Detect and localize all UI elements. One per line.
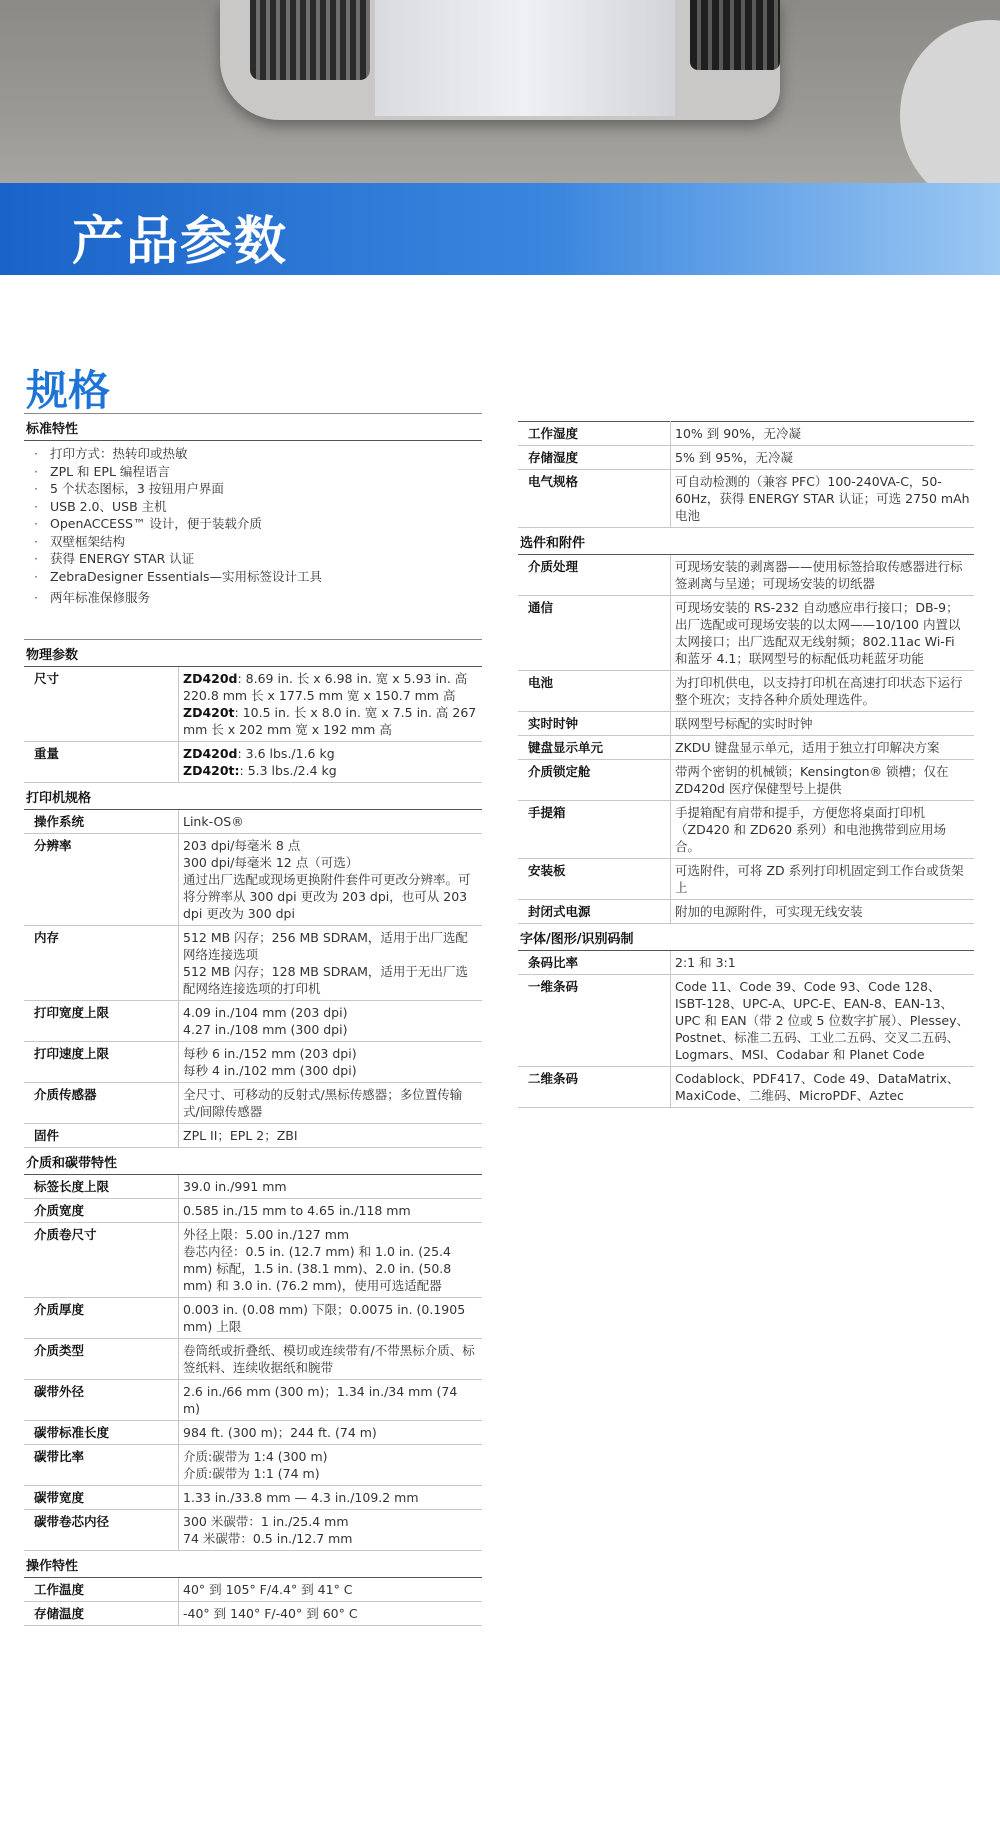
table-row (518, 801, 974, 859)
row-value: 可自动检测的（兼容 PFC）100-240VA-C，50-60Hz，获得 ENERGY STAR 认证；可选 2750 mAh 电池 (671, 470, 975, 528)
row-value: 卷筒纸或折叠纸、模切或连续带有/不带黑标介质、标签纸料、连续收据纸和腕带 (179, 1338, 483, 1379)
table-row (518, 760, 974, 801)
row-value: 附加的电源附件，可实现无线安装 (671, 900, 975, 924)
row-key: 键盘显示单元 (518, 736, 671, 760)
row-key: 打印宽度上限 (24, 1000, 179, 1041)
group-header-printer: 打印机规格 (24, 783, 482, 810)
table-row (24, 1444, 482, 1485)
env-table (518, 421, 974, 528)
table-row (24, 1000, 482, 1041)
row-value: 39.0 in./991 mm (179, 1175, 483, 1199)
value-line: 203 dpi/每毫米 8 点 (183, 837, 301, 853)
row-value: Link-OS® (179, 810, 483, 834)
list-item: · OpenACCESS™ 设计，便于装载介质 (34, 515, 482, 533)
table-row (24, 833, 482, 925)
group-header-fonts: 字体/图形/识别码制 (518, 924, 974, 951)
row-value: 0.003 in. (0.08 mm) 下限；0.0075 in. (0.1905 mm) 上限 (179, 1297, 483, 1338)
table-row (24, 1578, 482, 1602)
background-object (900, 20, 1000, 183)
table-row (24, 1222, 482, 1297)
row-value (179, 833, 483, 925)
table-row (518, 470, 974, 528)
row-key: 介质卷尺寸 (24, 1222, 179, 1297)
table-row (24, 1041, 482, 1082)
printer-gear-right (690, 0, 780, 70)
list-item: · ZebraDesigner Essentials—实用标签设计工具 (34, 568, 482, 586)
table-row (24, 1509, 482, 1550)
table-row (518, 859, 974, 900)
table-row (518, 951, 974, 975)
media-table (24, 1175, 482, 1551)
row-value: 1.33 in./33.8 mm — 4.3 in./109.2 mm (179, 1485, 483, 1509)
list-item: · 打印方式：热转印或热敏 (34, 445, 482, 463)
table-row (24, 1123, 482, 1147)
value-line: 512 MB 闪存；256 MB SDRAM，适用于出厂选配网络连接选项 (183, 929, 468, 962)
model-label: ZD420t: (183, 762, 240, 778)
row-key: 介质宽度 (24, 1198, 179, 1222)
table-row (518, 1067, 974, 1108)
list-item: · ZPL 和 EPL 编程语言 (34, 463, 482, 481)
value-line: 可现场安装的 RS-232 自动感应串行接口；DB-9； (675, 600, 959, 615)
value-line: 74 米碳带：0.5 in./12.7 mm (183, 1530, 353, 1546)
weight-text: : 3.6 lbs./1.6 kg (237, 745, 335, 761)
table-row (24, 1338, 482, 1379)
table-row (24, 1601, 482, 1625)
product-photo (0, 0, 1000, 183)
row-key: 存储湿度 (518, 446, 671, 470)
table-row (24, 810, 482, 834)
group-header-operation: 操作特性 (24, 1551, 482, 1578)
table-row (518, 975, 974, 1067)
spec-column-left (24, 413, 482, 1626)
options-table (518, 555, 974, 924)
row-key: 内存 (24, 925, 179, 1000)
row-key: 封闭式电源 (518, 900, 671, 924)
row-key: 手提箱 (518, 801, 671, 859)
row-key: 介质处理 (518, 555, 671, 596)
table-row (518, 555, 974, 596)
row-value: -40° 到 140° F/-40° 到 60° C (179, 1601, 483, 1625)
printer-paper-roll (375, 0, 675, 116)
row-key: 打印速度上限 (24, 1041, 179, 1082)
row-value: ZKDU 键盘显示单元，适用于独立打印解决方案 (671, 736, 975, 760)
row-value: 5% 到 95%，无冷凝 (671, 446, 975, 470)
table-row (24, 1198, 482, 1222)
row-key: 重量 (24, 741, 179, 782)
weight-text: : 5.3 lbs./2.4 kg (239, 762, 337, 778)
row-key: 碳带外径 (24, 1379, 179, 1420)
row-value: 0.585 in./15 mm to 4.65 in./118 mm (179, 1198, 483, 1222)
row-value: 手提箱配有肩带和提手，方便您将桌面打印机（ZD420 和 ZD620 系列）和电池携带到应用场合。 (671, 801, 975, 859)
row-key: 介质锁定舱 (518, 760, 671, 801)
table-row (518, 446, 974, 470)
row-key: 电池 (518, 671, 671, 712)
model-label: ZD420d (183, 745, 238, 761)
row-key: 碳带卷芯内径 (24, 1509, 179, 1550)
group-header-physical: 物理参数 (24, 639, 482, 667)
model-label: ZD420t (183, 704, 235, 720)
value-line: 4.09 in./104 mm (203 dpi) (183, 1004, 348, 1020)
physical-table (24, 667, 482, 783)
row-key: 条码比率 (518, 951, 671, 975)
table-row (518, 712, 974, 736)
table-row (24, 1082, 482, 1123)
size-text: : 10.5 in. 长 x 8.0 in. 宽 x 7.5 in. 高 267 mm 长 x 202 mm 宽 x 192 mm 高 (183, 704, 477, 737)
table-row (24, 1175, 482, 1199)
standard-features-list (24, 445, 482, 607)
row-key: 尺寸 (24, 667, 179, 742)
row-key: 二维条码 (518, 1067, 671, 1108)
row-key: 操作系统 (24, 810, 179, 834)
row-value: 984 ft. (300 m)；244 ft. (74 m) (179, 1420, 483, 1444)
row-value: 全尺寸、可移动的反射式/黑标传感器；多位置传输式/间隙传感器 (179, 1082, 483, 1123)
value-line: 介质:碳带为 1:4 (300 m) (183, 1448, 328, 1464)
row-value (179, 1444, 483, 1485)
value-line: 出厂选配或可现场安装的以太网——10/100 内置以太网接口；出厂选配双无线射频；802.11ac Wi-Fi 和蓝牙 4.1；联网型号的标配低功耗蓝牙功能 (675, 617, 961, 666)
row-value: 带两个密钥的机械锁；Kensington® 锁槽；仅在 ZD420d 医疗保健型号上提供 (671, 760, 975, 801)
row-key: 碳带标准长度 (24, 1420, 179, 1444)
table-row (24, 925, 482, 1000)
table-row (24, 1297, 482, 1338)
table-row (518, 422, 974, 446)
row-value: 40° 到 105° F/4.4° 到 41° C (179, 1578, 483, 1602)
row-key: 实时时钟 (518, 712, 671, 736)
row-value (179, 1509, 483, 1550)
list-item: · 5 个状态图标，3 按钮用户界面 (34, 480, 482, 498)
value-line: 4.27 in./108 mm (300 dpi) (183, 1021, 348, 1037)
row-value: 2.6 in./66 mm (300 m)；1.34 in./34 mm (74 m) (179, 1379, 483, 1420)
size-text: : 8.69 in. 长 x 6.98 in. 宽 x 5.93 in. 高 220.8 mm 长 x 177.5 mm 宽 x 150.7 mm 高 (183, 670, 468, 703)
printer-gear-left (250, 0, 370, 80)
row-value: 为打印机供电，以支持打印机在高速打印状态下运行整个班次；支持各种介质处理选件。 (671, 671, 975, 712)
value-line: 卷芯内径：0.5 in. (12.7 mm) 和 1.0 in. (25.4 mm) 标配，1.5 in. (38.1 mm)、2.0 in. (50.8 mm) 和 3.0 in. (76.2 mm)，使用可选适配器 (183, 1243, 452, 1293)
table-row (518, 596, 974, 671)
banner (0, 183, 1000, 275)
row-value: 可现场安装的剥离器——使用标签拾取传感器进行标签剥离与呈递；可现场安装的切纸器 (671, 555, 975, 596)
operation-table (24, 1578, 482, 1626)
row-key: 介质类型 (24, 1338, 179, 1379)
row-value: Codablock、PDF417、Code 49、DataMatrix、MaxiCode、二维码、MicroPDF、Aztec (671, 1067, 975, 1108)
row-value (179, 1041, 483, 1082)
row-key: 电气规格 (518, 470, 671, 528)
value-line: 通过出厂选配或现场更换附件套件可更改分辨率。可将分辨率从 300 dpi 更改为 203 dpi，也可从 203 dpi 更改为 300 dpi (183, 871, 471, 921)
table-row (518, 900, 974, 924)
row-key: 分辨率 (24, 833, 179, 925)
row-key: 工作湿度 (518, 422, 671, 446)
row-key: 存储温度 (24, 1601, 179, 1625)
row-value (179, 741, 483, 782)
row-value: ZPL II；EPL 2；ZBI (179, 1123, 483, 1147)
row-key: 一维条码 (518, 975, 671, 1067)
value-line: 300 米碳带：1 in./25.4 mm (183, 1513, 349, 1529)
table-row (24, 1420, 482, 1444)
row-value (671, 596, 975, 671)
table-row (518, 671, 974, 712)
list-item: · 获得 ENERGY STAR 认证 (34, 550, 482, 568)
row-value: 10% 到 90%，无冷凝 (671, 422, 975, 446)
row-value: Code 11、Code 39、Code 93、Code 128、ISBT-128、UPC-A、UPC-E、EAN-8、EAN-13、UPC 和 EAN（带 2 位或 5 位数字扩展）、Plessey、Postnet、标准二五码、工业二五码、交叉二五码、Logmars、MSI、Codabar 和 Planet Code (671, 975, 975, 1067)
banner-title: 产品参数 (72, 212, 289, 272)
row-value: 2:1 和 3:1 (671, 951, 975, 975)
fonts-table (518, 951, 974, 1108)
row-key: 标签长度上限 (24, 1175, 179, 1199)
list-item: · 双壁框架结构 (34, 533, 482, 551)
group-header-options: 选件和附件 (518, 528, 974, 555)
printer-table (24, 810, 482, 1148)
group-header-standard: 标准特性 (24, 413, 482, 441)
row-value: 联网型号标配的实时时钟 (671, 712, 975, 736)
table-row (24, 1485, 482, 1509)
table-row (24, 667, 482, 742)
row-value (179, 667, 483, 742)
value-line: 512 MB 闪存；128 MB SDRAM，适用于无出厂选配网络连接选项的打印机 (183, 963, 468, 996)
row-key: 碳带宽度 (24, 1485, 179, 1509)
value-line: 300 dpi/每毫米 12 点（可选） (183, 854, 359, 870)
row-key: 安装板 (518, 859, 671, 900)
list-item: · USB 2.0、USB 主机 (34, 498, 482, 516)
model-label: ZD420d (183, 670, 238, 686)
value-line: 每秒 4 in./102 mm (300 dpi) (183, 1062, 357, 1078)
table-row (24, 1379, 482, 1420)
table-row (24, 741, 482, 782)
row-key: 碳带比率 (24, 1444, 179, 1485)
row-key: 固件 (24, 1123, 179, 1147)
row-value (179, 1222, 483, 1297)
row-key: 通信 (518, 596, 671, 671)
value-line: 外径上限：5.00 in./127 mm (183, 1226, 350, 1242)
table-row (518, 736, 974, 760)
section-title: 规格 (26, 366, 111, 415)
value-line: 每秒 6 in./152 mm (203 dpi) (183, 1045, 357, 1061)
row-key: 介质传感器 (24, 1082, 179, 1123)
row-value (179, 925, 483, 1000)
row-value: 可选附件，可将 ZD 系列打印机固定到工作台或货架上 (671, 859, 975, 900)
row-value (179, 1000, 483, 1041)
list-item: · 两年标准保修服务 (34, 589, 482, 607)
row-key: 介质厚度 (24, 1297, 179, 1338)
spec-column-right (518, 421, 974, 1108)
value-line: 介质:碳带为 1:1 (74 m) (183, 1465, 320, 1481)
row-key: 工作温度 (24, 1578, 179, 1602)
group-header-media: 介质和碳带特性 (24, 1148, 482, 1175)
